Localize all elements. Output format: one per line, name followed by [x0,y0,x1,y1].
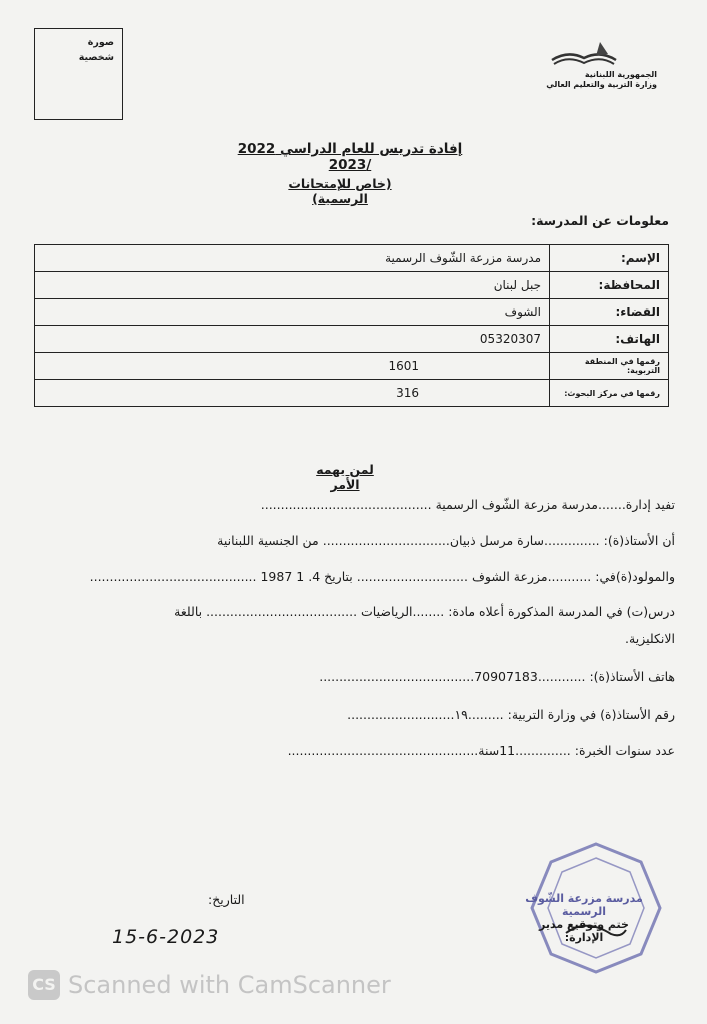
ministry-name: وزارة التربية والتعليم العالي [546,80,657,89]
stamp-signature-label: ختم وتوقيع مدير الإدارة: [539,918,629,944]
table-row-value: 316 [35,380,550,407]
body-line-teacher-phone: هاتف الأستاذ(ة): ............70907183....................................... [319,669,675,684]
body-line-teacher-number: رقم الأستاذ(ة) في وزارة التربية: .........١٩........................... [347,707,675,722]
table-row-label: رقمها في مركز البحوث: [550,380,669,407]
body-line-administration: تفيد إدارة.......مدرسة مزرعة الشّوف الرسمية ........................................... [260,497,675,512]
table-row-label: القضاء: [550,299,669,326]
document-title: إفادة تدريس للعام الدراسي 2022 /2023 [237,141,463,173]
to-whom-heading: لمن يهمه الأمر [316,462,374,492]
table-row [35,326,669,353]
table-row-label: المحافظة: [550,272,669,299]
body-line-language: الانكليزية. [625,631,675,646]
table-row-label: الإسم: [550,245,669,272]
table-row [35,245,669,272]
camscanner-watermark: Scanned with CamScanner [68,971,391,999]
ministry-header [546,70,657,90]
table-row-label: الهاتف: [550,326,669,353]
table-row-value: مدرسة مزرعة الشّوف الرسمية [35,245,550,272]
ministry-book-logo-icon [548,38,620,68]
table-row [35,353,669,380]
body-line-birth: والمولود(ة)في: ...........مزرعة الشوف ............................ بتاريخ 4. 1 1987 .......................................... [89,569,675,584]
stamp-school-name: مدرسة مزرعة الشّوف الرسمية [525,892,643,918]
school-info-heading: معلومات عن المدرسة: [531,213,669,228]
personal-photo-box [34,28,123,120]
camscanner-logo-icon: CS [28,970,60,1000]
stamp-text [522,892,646,944]
table-row [35,272,669,299]
handwritten-date: 15-6-2023 [112,926,220,948]
body-line-experience: عدد سنوات الخبرة: ..............11سنة................................................ [287,743,675,758]
table-row-value: 1601 [35,353,550,380]
date-label: التاريخ: [208,892,245,907]
school-info-table [34,244,669,407]
table-row-value: الشوف [35,299,550,326]
table-row [35,299,669,326]
table-row [35,380,669,407]
republic-name: الجمهورية اللبنانية [584,70,657,79]
table-row-value: جبل لبنان [35,272,550,299]
table-row-value: 05320307 [35,326,550,353]
body-line-subject: درس(ت) في المدرسة المذكورة أعلاه مادة: ........الرياضيات ...................................... باللغة [174,604,675,619]
document-subtitle: (خاص للإمتحانات الرسمية) [288,176,392,206]
body-line-teacher-name: أن الأستاذ(ة): ..............سارة مرسل ذبيان................................ من الجنسية اللبنانية [217,533,675,548]
photo-box-label: صورة شخصية [78,37,114,63]
table-row-label: رقمها في المنطقة التربوية: [550,353,669,380]
